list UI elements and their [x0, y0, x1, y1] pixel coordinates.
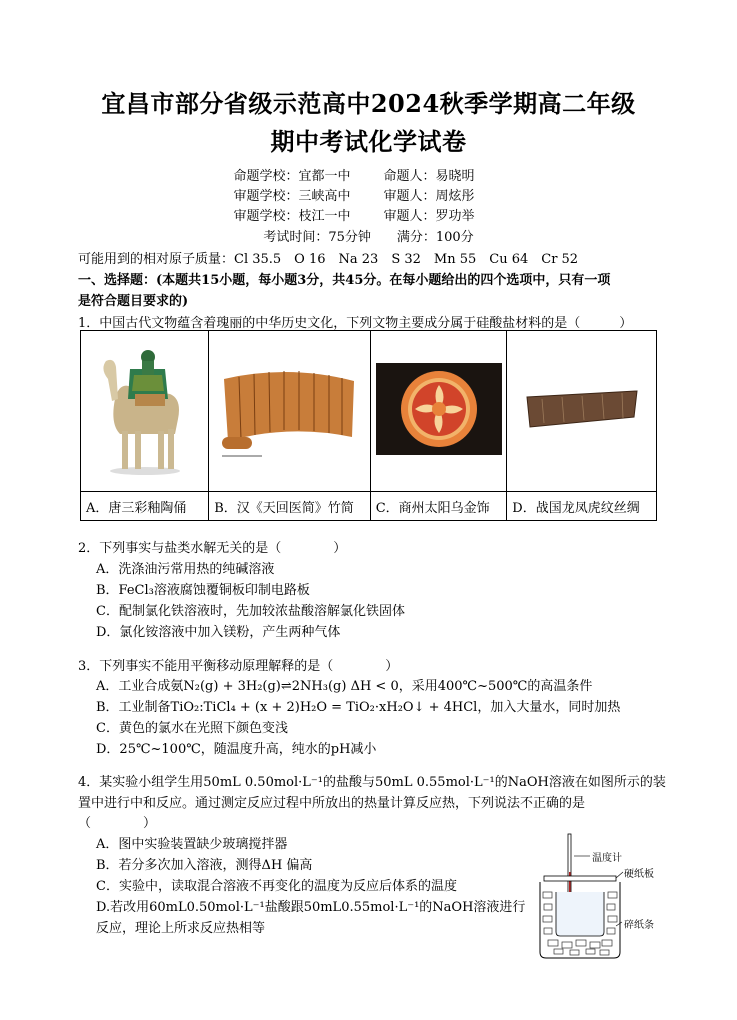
meta-school: 审题学校：枝江一中	[233, 209, 351, 224]
q4-option-d: D.若改用60mL0.50mol·L⁻¹盐酸跟50mL0.55mol·L⁻¹的NaOH溶液进行	[96, 900, 526, 915]
exam-info: 考试时间：75分钟 满分：100分	[263, 230, 474, 245]
meta-school: 审题学校：三峡高中	[233, 189, 351, 204]
q4-stem-line2: 置中进行中和反应。通过测定反应过程中所放出的热量计算反应热，下列说法不正确的是	[78, 796, 586, 811]
golden-sun-bird-image	[370, 331, 507, 492]
q2-option-b: B．FeCl₃溶液腐蚀覆铜板印制电路板	[96, 583, 310, 598]
q4-stem-line1: 4．某实验小组学生用50mL 0.50mol·L⁻¹的盐酸与50mL 0.55mol·L⁻¹的NaOH溶液在如图所示的装	[78, 775, 666, 790]
exam-title-line2: 期中考试化学试卷	[270, 127, 467, 156]
q1-option-c: C．商州太阳乌金饰	[370, 492, 507, 521]
thermometer-label: 温度计	[592, 853, 622, 864]
q1-options-table	[80, 330, 657, 521]
q4-option-a: A．图中实验装置缺少玻璃搅拌器	[96, 837, 288, 852]
q1-stem: 1．中国古代文物蕴含着瑰丽的中华历史文化，下列文物主要成分属于硅酸盐材料的是（ ）	[78, 316, 633, 331]
q3-option-b: B．工业制备TiO₂:TiCl₄ + (x + 2)H₂O = TiO₂·xH₂O↓ + 4HCl，加入大量水，同时加热	[96, 700, 621, 715]
q2-stem: 2．下列事实与盐类水解无关的是（ ）	[78, 541, 347, 556]
q4-option-d-cont: 反应，理论上所求反应热相等	[96, 921, 266, 936]
q1-option-b: B．汉《天回医简》竹简	[209, 492, 371, 521]
q1-option-d: D．战国龙凤虎纹丝绸	[507, 492, 657, 521]
meta-row-2	[0, 185, 737, 204]
meta-person: 审题人：罗功举	[383, 209, 475, 224]
q2-option-d: D．氯化铵溶液中加入镁粉，产生两种气体	[96, 625, 341, 640]
exam-title-line1: 宜昌市部分省级示范高中2024秋季学期高二年级	[101, 89, 636, 118]
meta-person: 审题人：周炫彤	[383, 189, 475, 204]
meta-school: 命题学校：宜都一中	[233, 169, 351, 184]
q2-option-c: C．配制氯化铁溶液时，先加较浓盐酸溶解氯化铁固体	[96, 604, 405, 619]
q4-option-c: C．实验中，读取混合溶液不再变化的温度为反应后体系的温度	[96, 879, 457, 894]
q1-option-a: A．唐三彩釉陶俑	[81, 492, 209, 521]
q2-option-a: A．洗涤油污常用热的纯碱溶液	[96, 562, 275, 577]
q4-stem-line3: （ ）	[78, 816, 157, 831]
meta-row-1	[0, 165, 737, 184]
q4-option-b: B．若分多次加入溶液，测得ΔH 偏高	[96, 858, 313, 873]
calorimeter-figure	[530, 832, 660, 962]
board-label: 硬纸板	[624, 869, 654, 880]
section1-heading: 一、选择题：(本题共15小题，每小题3分，共45分。在每小题给出的四个选项中，只有一项	[78, 273, 611, 288]
q3-option-c: C．黄色的氯水在光照下颜色变浅	[96, 721, 288, 736]
atomic-masses: 可能用到的相对原子质量：Cl 35.5 O 16 Na 23 S 32 Mn 55 Cu 64 Cr 52	[78, 252, 579, 267]
q3-stem: 3．下列事实不能用平衡移动原理解释的是（ ）	[78, 659, 399, 674]
bamboo-slips-image	[209, 331, 371, 492]
section1-heading-cont: 是符合题目要求的)	[78, 294, 189, 309]
q3-option-a: A．工业合成氨N₂(g) + 3H₂(g)⇌2NH₃(g) ΔH < 0，采用400℃~500℃的高温条件	[96, 679, 593, 694]
tricolor-camel-image	[81, 331, 209, 492]
q3-option-d: D．25℃~100℃，随温度升高，纯水的pH减小	[96, 742, 377, 757]
silk-fabric-image	[507, 331, 657, 492]
meta-person: 命题人：易晓明	[383, 169, 475, 184]
paper-strips-label: 碎纸条	[624, 920, 654, 931]
meta-row-3	[0, 205, 737, 224]
